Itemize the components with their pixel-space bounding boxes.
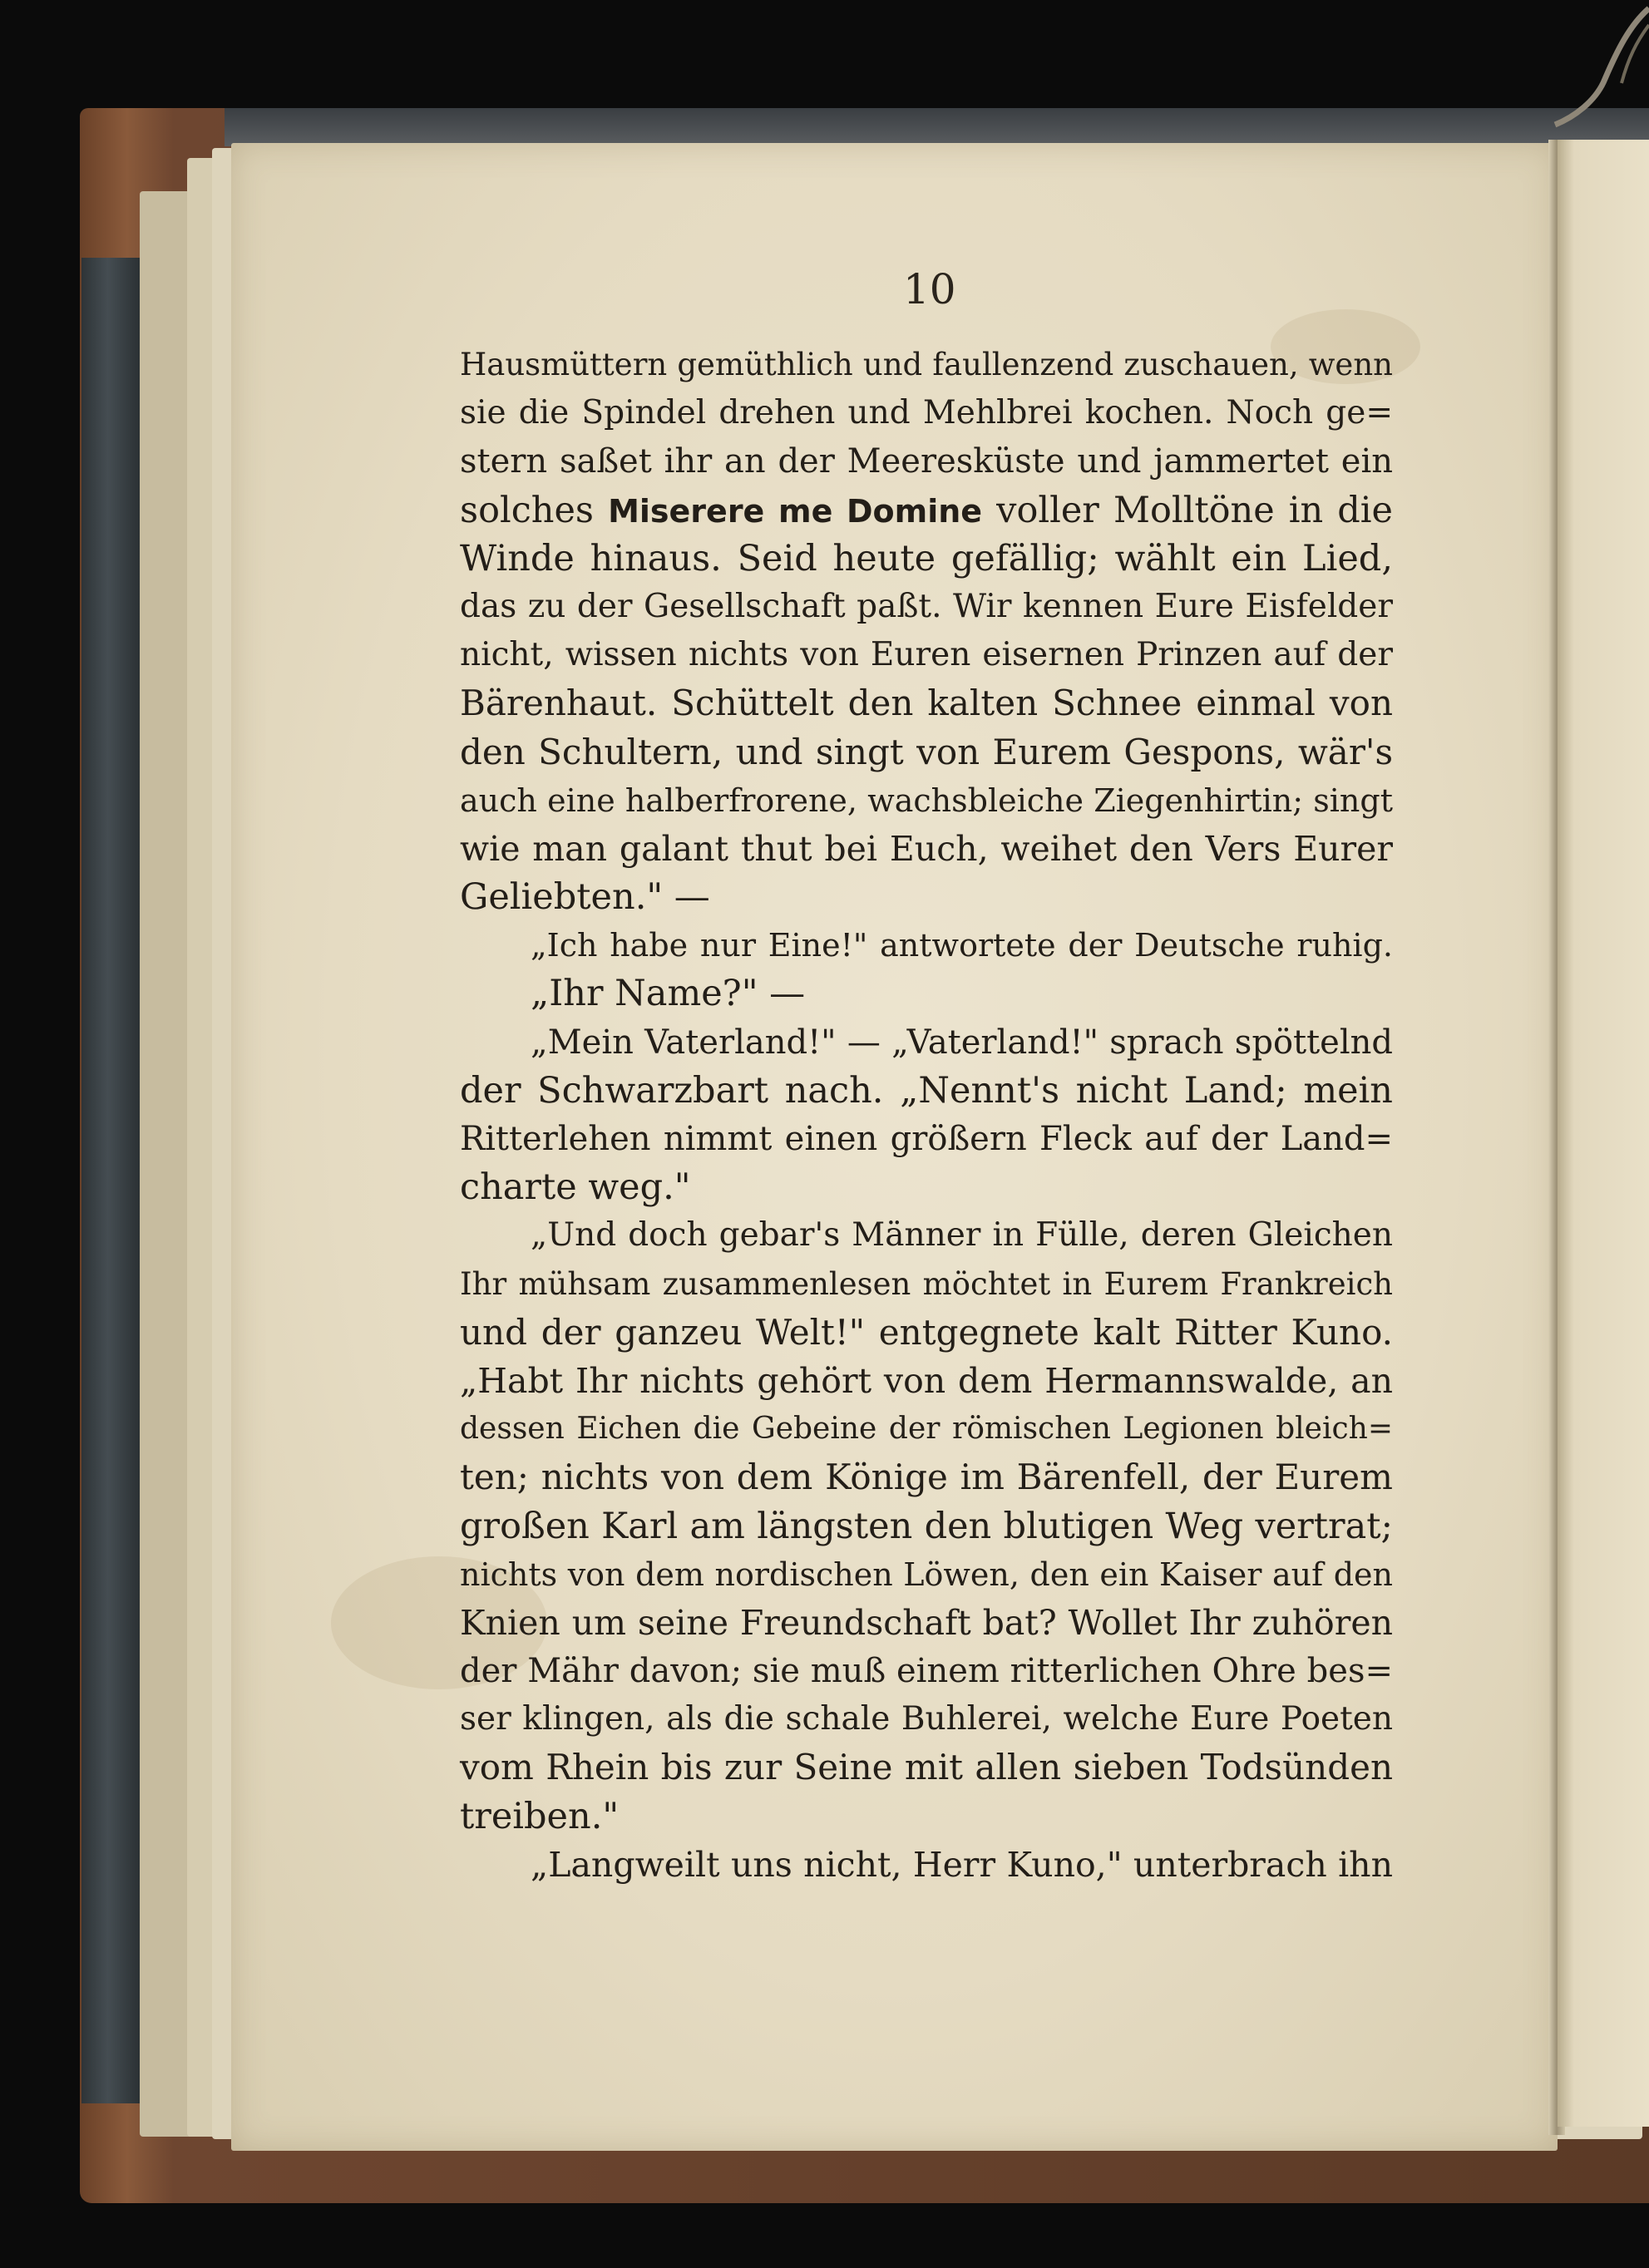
book-spine [81, 258, 140, 2103]
text-line [460, 486, 1393, 535]
text-line: „Mein Vaterland!" — „Vaterland!" sprach spöttelnd [531, 1023, 1393, 1062]
text-line: „Habt Ihr nichts gehört von dem Hermannswalde, an [460, 1360, 1393, 1401]
text-line: der Schwarzbart nach. „Nennt's nicht Land; mein [460, 1069, 1393, 1112]
text-line: vom Rhein bis zur Seine mit allen sieben Todsünden [460, 1747, 1393, 1788]
text-line: Bärenhaut. Schüttelt den kalten Schnee einmal von [460, 683, 1393, 724]
text-line: „Ich habe nur Eine!" antwortete der Deutsche ruhig. [531, 927, 1393, 964]
text-line: nichts von dem nordischen Löwen, den ein Kaiser auf den [460, 1556, 1393, 1593]
text-line: den Schultern, und singt von Eurem Gespons, wär's [460, 731, 1393, 772]
text-line: stern saßet ihr an der Meeresküste und jammertet ein [460, 442, 1393, 481]
cover-top-band [225, 108, 1649, 146]
text-line: Knien um seine Freundschaft bat? Wollet Ihr zuhören [460, 1602, 1393, 1643]
text-line: wie man galant thut bei Euch, weihet den Vers Eurer [460, 828, 1393, 869]
text-line: „Und doch gebar's Männer in Fülle, deren Gleichen [531, 1216, 1393, 1255]
text-line: ser klingen, als die schale Buhlerei, welche Eure Poeten [460, 1700, 1393, 1738]
text-line: großen Karl am längsten den blutigen Weg vertrat; [460, 1505, 1393, 1547]
text-line: Winde hinaus. Seid heute gefällig; wählt ein Lied, [460, 537, 1393, 579]
text-line-pre: solches [460, 489, 609, 531]
latin-phrase: Miserere me Domine [608, 492, 983, 530]
text-line: Geliebten." — [460, 876, 710, 919]
binding-thread [1538, 0, 1649, 133]
text-line: nicht, wissen nichts von Euren eisernen Prinzen auf der [460, 636, 1393, 674]
text-line: ten; nichts von dem Könige im Bärenfell, der Eurem [460, 1457, 1393, 1498]
text-line: dessen Eichen die Gebeine der römischen Legionen bleich= [460, 1412, 1393, 1447]
body-text [460, 341, 1393, 1889]
page-number: 10 [903, 265, 956, 313]
text-line: das zu der Gesellschaft paßt. Wir kennen Eure Eisfelder [460, 587, 1393, 625]
text-line: und der ganzeu Welt!" entgegnete kalt Ritter Kuno. [460, 1311, 1393, 1353]
text-line: der Mähr davon; sie muß einem ritterlichen Ohre bes= [460, 1652, 1393, 1691]
text-line: sie die Spindel drehen und Mehlbrei kochen. Noch ge= [460, 394, 1393, 432]
text-line: charte weg." [460, 1166, 691, 1209]
text-line: Ritterlehen nimmt einen größern Fleck auf der Land= [460, 1120, 1393, 1158]
text-line: Ihr mühsam zusammenlesen möchtet in Eurem Frankreich [460, 1265, 1393, 1302]
text-line: auch eine halberfrorene, wachsbleiche Ziegenhirtin; singt [460, 781, 1393, 819]
text-line: treiben." [460, 1795, 620, 1837]
text-line: „Langweilt uns nicht, Herr Kuno," unterbrach ihn [531, 1844, 1393, 1885]
text-line: Hausmüttern gemüthlich und faullenzend zuschauen, wenn [460, 347, 1393, 382]
facing-page [1558, 140, 1649, 2127]
text-line: „Ihr Name?" — [531, 973, 806, 1015]
text-line-post: voller Molltöne in die [982, 489, 1394, 531]
